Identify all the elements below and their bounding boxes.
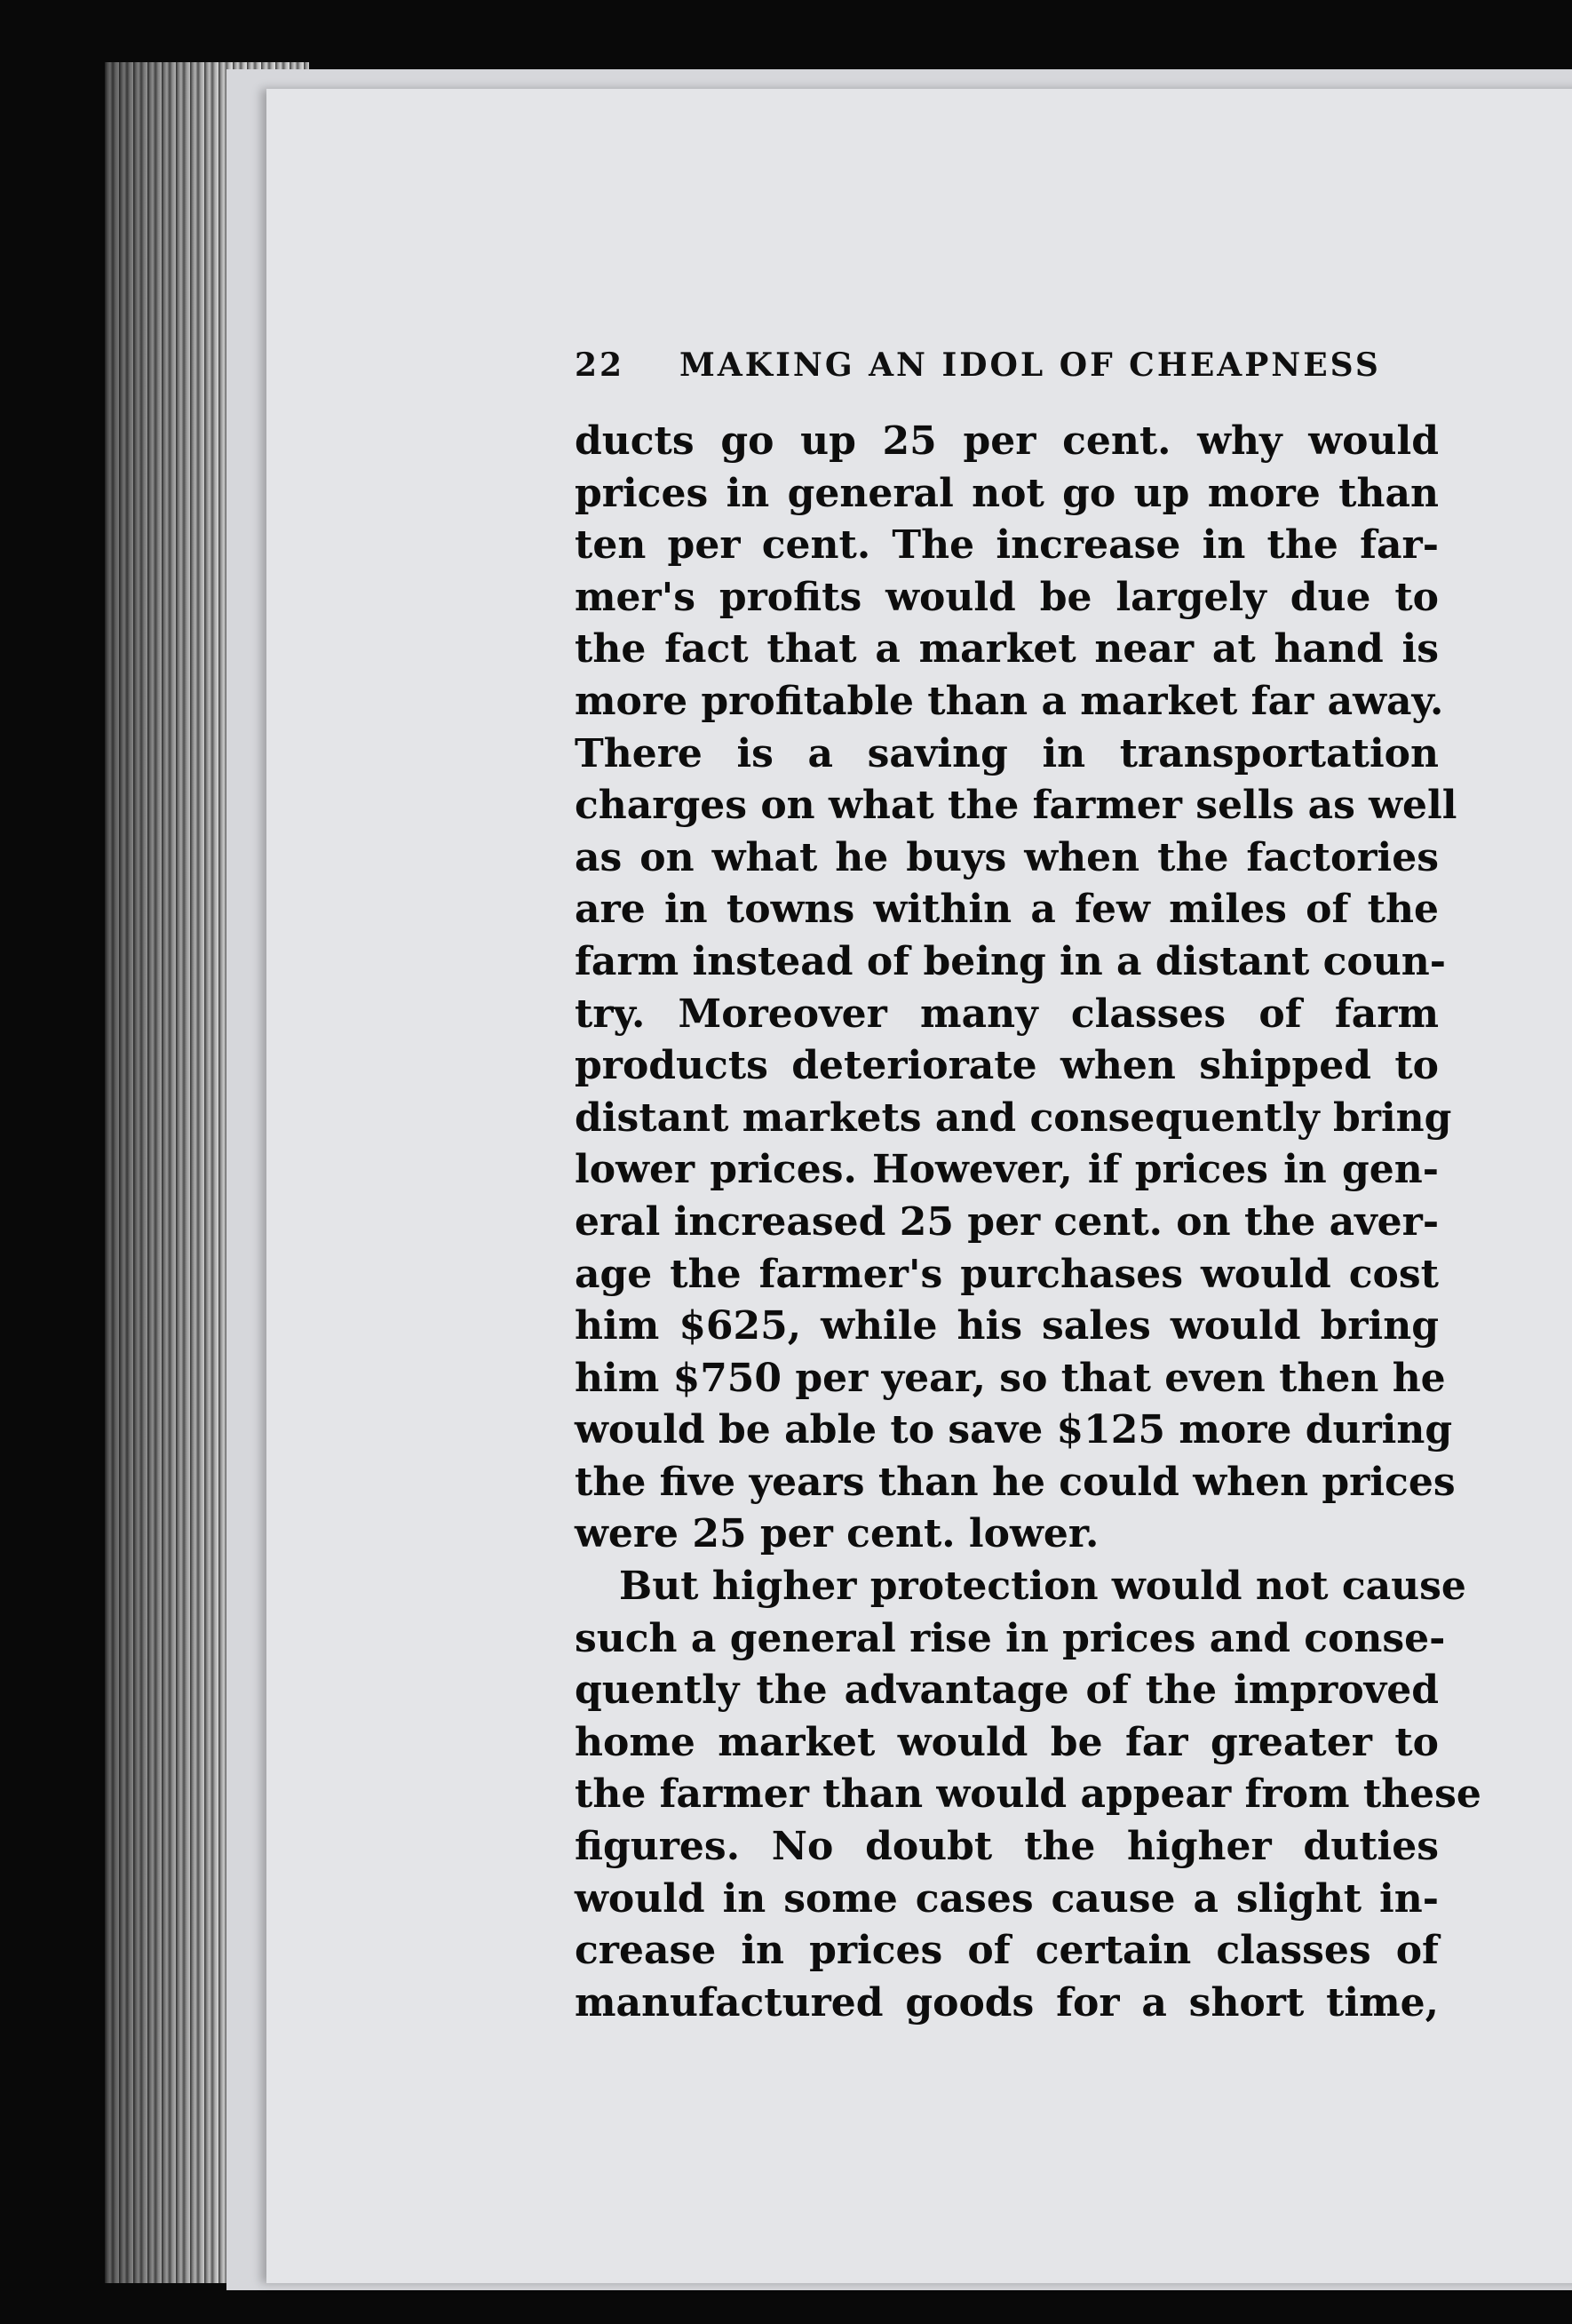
text-line: quently the advantage of the improved [575, 1667, 1439, 1714]
text-line: crease in prices of certain classes of [575, 1928, 1439, 1974]
text-line: would be able to save $125 more during [575, 1407, 1453, 1453]
text-line: him $750 per year, so that even then he [575, 1355, 1446, 1401]
text-line: eral increased 25 per cent. on the aver- [575, 1198, 1440, 1245]
text-line: home market would be far greater to [575, 1719, 1439, 1765]
text-line: as on what he buys when the factories [575, 834, 1439, 880]
text-line: prices in general not go up more than [575, 470, 1439, 516]
body-text [575, 416, 1481, 2029]
text-line: such a general rise in prices and conse- [575, 1615, 1446, 1661]
page-number: 22 [575, 346, 625, 384]
text-line: ten per cent. The increase in the far- [575, 522, 1439, 569]
text-line: products deteriorate when shipped to [575, 1043, 1439, 1089]
text-line: mer's profits would be largely due to [575, 574, 1439, 620]
text-line: the farmer than would appear from these [575, 1771, 1481, 1818]
text-line: charges on what the farmer sells as well [575, 783, 1457, 829]
text-line: him $625, while his sales would bring [575, 1303, 1439, 1349]
text-line: age the farmer's purchases would cost [575, 1251, 1439, 1297]
text-line: But higher protection would not cause [619, 1564, 1466, 1610]
text-line: lower prices. However, if prices in gen- [575, 1147, 1439, 1193]
text-line: There is a saving in transportation [575, 730, 1439, 776]
text-line: try. Moreover many classes of farm [575, 991, 1439, 1037]
text-line: would in some cases cause a slight in- [575, 1875, 1439, 1922]
text-line: distant markets and consequently bring [575, 1094, 1452, 1141]
text-line: figures. No doubt the higher duties [575, 1824, 1439, 1870]
text-line: ducts go up 25 per cent. why would [575, 418, 1439, 464]
text-line: farm instead of being in a distant coun- [575, 938, 1446, 984]
text-line: more profitable than a market far away. [575, 678, 1444, 724]
running-head [575, 346, 1381, 384]
running-title: MAKING AN IDOL OF CHEAPNESS [679, 346, 1381, 384]
text-line: manufactured goods for a short time, [575, 1979, 1439, 2026]
text-line: were 25 per cent. lower. [575, 1511, 1100, 1557]
text-line: the five years than he could when prices [575, 1459, 1456, 1505]
text-line: the fact that a market near at hand is [575, 626, 1439, 673]
text-line: are in towns within a few miles of the [575, 887, 1439, 933]
